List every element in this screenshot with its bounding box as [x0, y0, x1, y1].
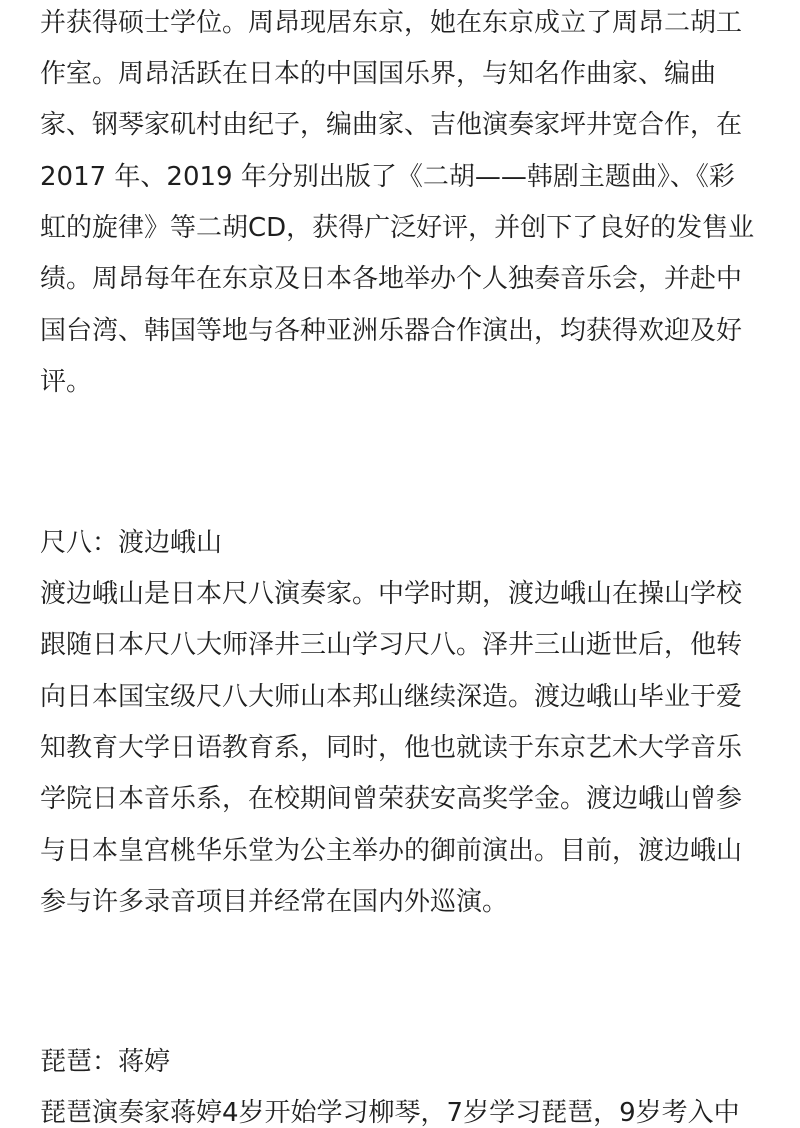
section-heading-shakuhachi: 尺八：渡边峨山	[40, 528, 223, 558]
paragraph-line: 学院日本音乐系，在校期间曾荣获安高奖学金。渡边峨山曾参	[40, 784, 743, 814]
paragraph-line: 评。	[40, 367, 93, 397]
paragraph-line: 与日本皇宫桃华乐堂为公主举办的御前演出。目前，渡边峨山	[40, 836, 743, 866]
paragraph-line: 跟随日本尺八大师泽井三山学习尺八。泽井三山逝世后，他转	[40, 630, 743, 660]
paragraph-line: 知教育大学日语教育系，同时，他也就读于东京艺术大学音乐	[40, 733, 743, 763]
paragraph-line: 向日本国宝级尺八大师山本邦山继续深造。渡边峨山毕业于爱	[40, 682, 743, 712]
paragraph-line: 虹的旋律》等二胡CD，获得广泛好评，并创下了良好的发售业	[40, 213, 755, 243]
paragraph-line: 参与许多录音项目并经常在国内外巡演。	[40, 887, 509, 917]
paragraph-line: 国台湾、韩国等地与各种亚洲乐器合作演出，均获得欢迎及好	[40, 316, 743, 346]
paragraph-line: 作室。周昂活跃在日本的中国国乐界，与知名作曲家、编曲	[40, 59, 717, 89]
paragraph-line: 绩。周昂每年在东京及日本各地举办个人独奏音乐会，并赴中	[40, 264, 743, 294]
paragraph-line: 并获得硕士学位。周昂现居东京，她在东京成立了周昂二胡工	[40, 8, 743, 38]
paragraph-line: 渡边峨山是日本尺八演奏家。中学时期，渡边峨山在操山学校	[40, 579, 743, 609]
paragraph-line: 2017 年、2019 年分别出版了《二胡——韩剧主题曲》、《彩	[40, 162, 735, 192]
paragraph-line: 琵琶演奏家蒋婷4岁开始学习柳琴，7岁学习琵琶，9岁考入中	[40, 1098, 740, 1128]
paragraph-line: 家、钢琴家矶村由纪子，编曲家、吉他演奏家坪井宽合作，在	[40, 110, 743, 140]
section-heading-pipa: 琵琶：蒋婷	[40, 1047, 171, 1077]
